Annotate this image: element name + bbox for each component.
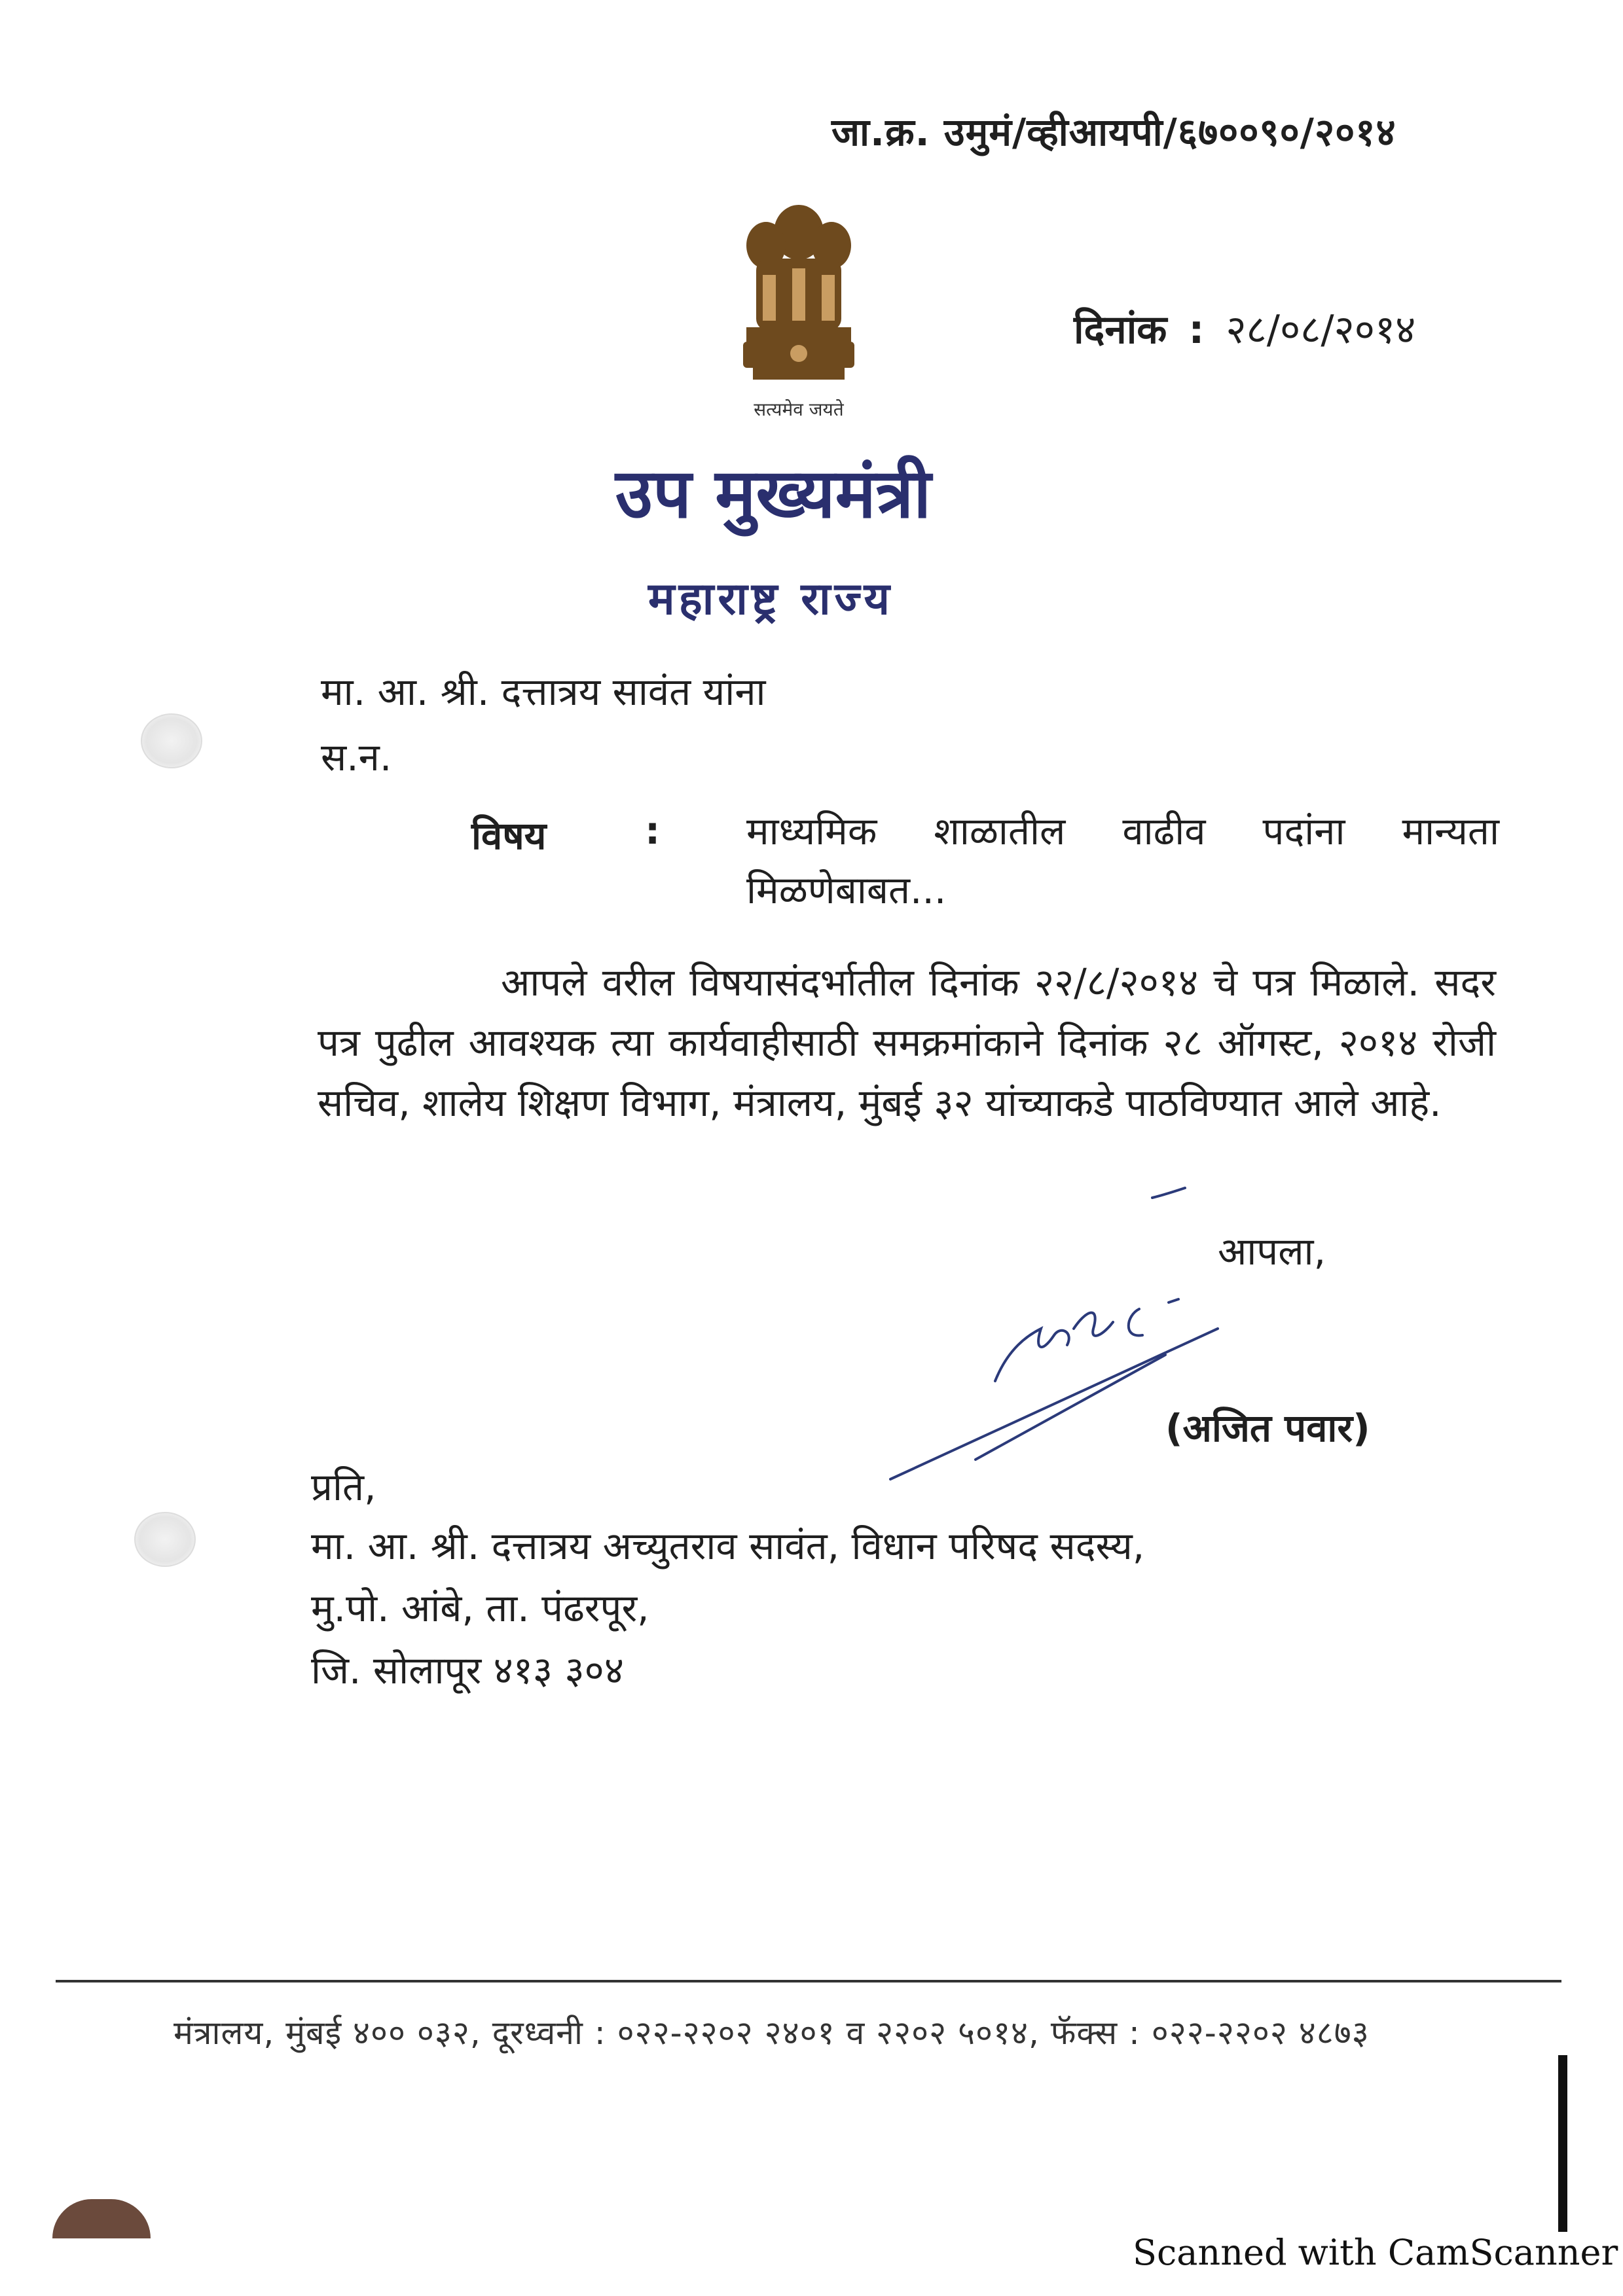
closing: आपला,	[1218, 1229, 1326, 1274]
date-label: दिनांक	[1074, 307, 1167, 353]
date-separator: :	[1188, 307, 1205, 353]
salutation: स.न.	[321, 735, 392, 780]
footer-divider	[56, 1980, 1561, 1982]
recipient-line: मा. आ. श्री. दत्तात्रय अच्युतराव सावंत, विधान परिषद सदस्य,	[311, 1524, 1145, 1568]
subject-text: माध्यमिक शाळातील वाढीव पदांना मान्यता मिळणेबाबत...	[746, 809, 1499, 912]
scan-edge	[1558, 2055, 1567, 2232]
punch-hole	[141, 713, 202, 768]
letterhead-title: उप मुख्यमंत्री	[615, 454, 932, 533]
punch-hole	[134, 1512, 196, 1567]
date-row	[1074, 301, 1415, 355]
signatory-name: (अजित पवार)	[1165, 1406, 1370, 1450]
subject-label: विषय	[471, 814, 547, 858]
footer-contact: मंत्रालय, मुंबई ४०० ०३२, दूरध्वनी : ०२२-२२०२ २४०१ व २२०२ ५०१४, फॅक्स : ०२२-२२०२ ४८७३	[173, 2014, 1370, 2052]
subject-separator: :	[645, 808, 661, 853]
recipient-label: प्रति,	[311, 1465, 376, 1509]
letterhead-subtitle: महाराष्ट्र राज्य	[648, 573, 894, 625]
emblem-motto: सत्यमेव जयते	[754, 399, 844, 420]
recipient-line: मु.पो. आंबे, ता. पंढरपूर,	[311, 1586, 649, 1630]
scanner-watermark: Scanned with CamScanner	[1133, 2232, 1618, 2273]
addressee-name: मा. आ. श्री. दत्तात्रय सावंत यांना	[321, 670, 766, 714]
date-value: २८/०८/२०१४	[1226, 307, 1416, 353]
letter-body: आपले वरील विषयासंदर्भातील दिनांक २२/८/२०१४ चे पत्र मिळाले. सदर पत्र पुढील आवश्यक त्या कार्यवाहीसाठी समक्रमांकाने दिनांक २८ ऑगस्ट, २०१४ रोजी सचिव, शालेय शिक्षण विभाग, मंत्रालय, मुंबई ३२ यांच्याकडे पाठविण्यात आले आहे.	[318, 960, 1496, 1125]
recipient-line: जि. सोलापूर ४१३ ३०४	[311, 1648, 625, 1693]
ashoka-emblem-icon	[727, 196, 871, 432]
scan-shadow	[52, 2199, 151, 2238]
reference-number: जा.क्र. उमुमं/व्हीआयपी/६७००९०/२०१४	[831, 110, 1396, 154]
